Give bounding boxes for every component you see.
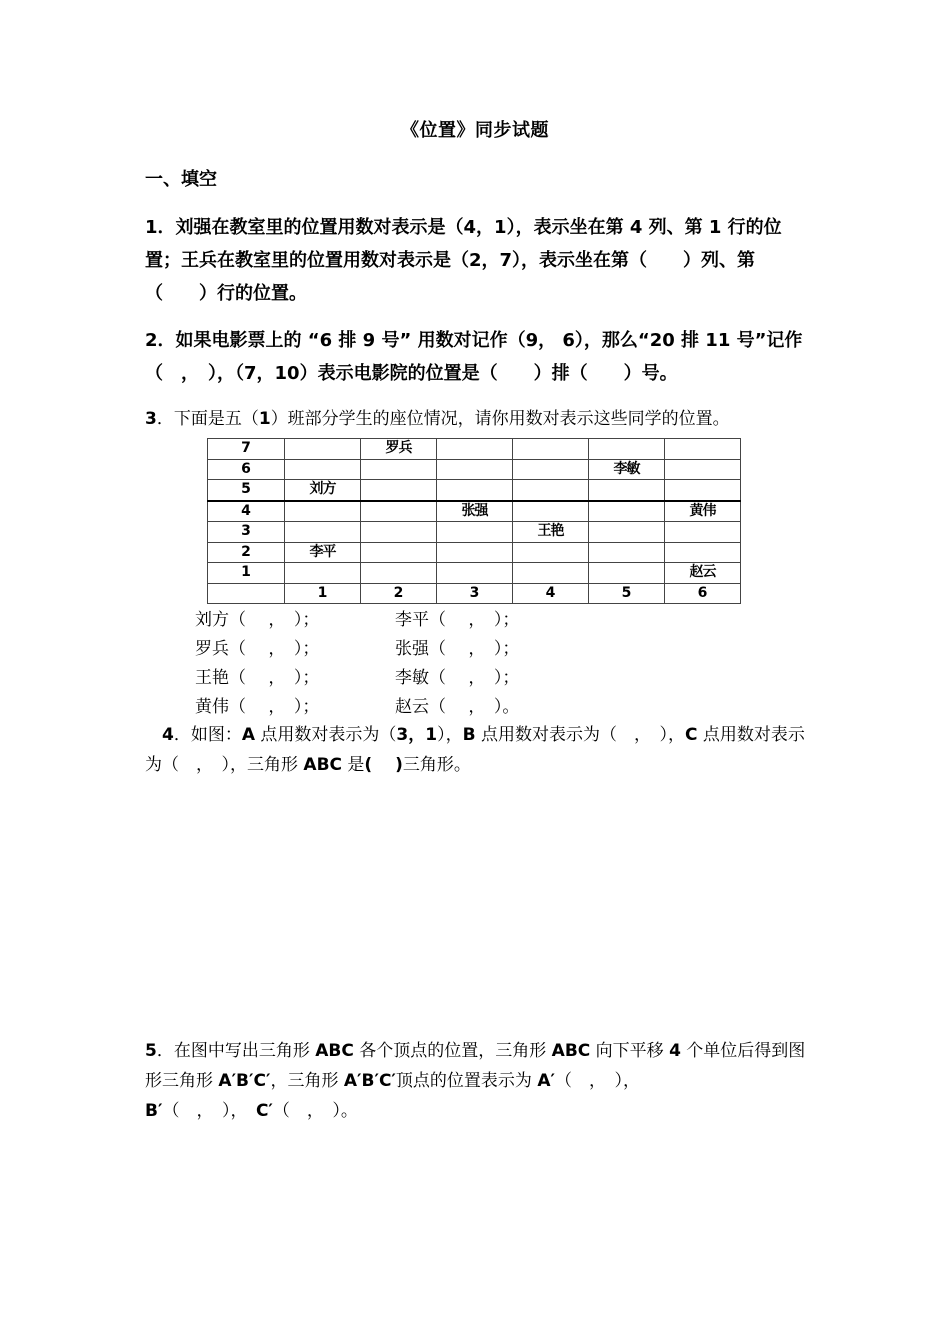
answer-item: 赵云（ ， ）。 <box>395 697 520 717</box>
grid-cell <box>513 501 589 522</box>
grid-cell <box>513 480 589 501</box>
question-5-number: 5 <box>145 1041 157 1061</box>
question-5-text: 顶点的位置表示为 <box>395 1071 538 1091</box>
grid-row-label: 7 <box>208 439 285 460</box>
question-3-class: 1 <box>258 409 271 429</box>
question-5-text: （ ， ）， <box>554 1071 640 1091</box>
triangle-prime-label: A′B′C′ <box>218 1071 271 1091</box>
triangle-label: ABC <box>551 1041 591 1061</box>
point-a-label: A <box>241 725 256 745</box>
question-2: 2．如果电影票上的 “6 排 9 号” 用数对记作（9， 6），那么“20 排 11 号”记作（ ， ），（7，10）表示电影院的位置是（ ）排（ ）号。 <box>145 330 803 384</box>
grid-column-labels <box>208 583 741 604</box>
question-3-text-a: ．下面是五（ <box>156 409 259 429</box>
grid-cell <box>437 563 513 584</box>
question-4 <box>145 720 810 780</box>
grid-row <box>208 439 741 460</box>
grid-cell <box>285 563 361 584</box>
grid-cell <box>437 439 513 460</box>
question-5-text: 各个顶点的位置，三角形 <box>353 1041 552 1061</box>
grid-cell-name: 赵云 <box>665 563 741 584</box>
point-a-coord: 3，1 <box>396 725 438 745</box>
question-5-text: （ ， ）。 <box>272 1101 358 1121</box>
grid-cell <box>513 542 589 563</box>
question-5-text: （ ， ）， <box>162 1101 256 1121</box>
question-5-text: ．在图中写出三角形 <box>156 1041 316 1061</box>
grid-cell <box>589 480 665 501</box>
grid-cell <box>437 542 513 563</box>
grid-cell <box>665 439 741 460</box>
grid-cell-name: 李平 <box>285 542 361 563</box>
answer-item: 李平（ ， ）； <box>395 610 520 630</box>
grid-row <box>208 542 741 563</box>
answer-item: 黄伟（ ， ）； <box>195 697 320 717</box>
grid-row <box>208 522 741 543</box>
point-a-prime-label: A′ <box>537 1071 555 1091</box>
question-5-text: ，三角形 <box>270 1071 344 1091</box>
grid-cell <box>361 480 437 501</box>
grid-cell <box>361 563 437 584</box>
grid-row <box>208 563 741 584</box>
point-c-label: C <box>684 725 698 745</box>
grid-row-label: 2 <box>208 542 285 563</box>
grid-column-label: 5 <box>589 583 665 604</box>
triangle-label: ABC <box>315 1041 354 1061</box>
grid-cell-name: 刘方 <box>285 480 361 501</box>
point-b-prime-label: B′ <box>145 1101 163 1121</box>
grid-row-label: 4 <box>208 501 285 522</box>
question-4-text: ．如图： <box>173 725 242 745</box>
grid-cell <box>589 522 665 543</box>
grid-column-label: 2 <box>361 583 437 604</box>
grid-row-label: 3 <box>208 522 285 543</box>
grid-row <box>208 480 741 501</box>
triangle-prime-label: A′B′C′ <box>343 1071 396 1091</box>
answer-item: 张强（ ， ）； <box>395 639 520 659</box>
question-1: 1．刘强在教室里的位置用数对表示是（4，1），表示坐在第 4 列、第 1 行的位置；王兵在教室里的位置用数对表示是（2，7），表示坐在第（ ）列、第（ ）行的位置。 <box>145 217 782 304</box>
grid-cell <box>513 563 589 584</box>
grid-row-label: 1 <box>208 563 285 584</box>
question-4-text: 点用数对表示为（ <box>255 725 397 745</box>
answer-item: 王艳（ ， ）； <box>195 668 320 688</box>
grid-column-label: 1 <box>285 583 361 604</box>
point-c-prime-label: C′ <box>255 1101 273 1121</box>
grid-row <box>208 501 741 522</box>
grid-cell-name: 黄伟 <box>665 501 741 522</box>
seating-grid <box>207 438 741 604</box>
answer-lines <box>195 606 519 722</box>
grid-cell <box>665 522 741 543</box>
grid-cell-name: 李敏 <box>589 459 665 480</box>
question-3-number: 3 <box>145 409 157 429</box>
grid-cell <box>285 459 361 480</box>
grid-row <box>208 459 741 480</box>
answer-row <box>195 606 519 635</box>
grid-cell <box>665 459 741 480</box>
grid-cell-name: 罗兵 <box>361 439 437 460</box>
grid-cell <box>665 480 741 501</box>
grid-cell-name: 王艳 <box>513 522 589 543</box>
question-4-text: 点用数对表示为（ ， ）， <box>475 725 685 745</box>
question-5-text: 个单位后得到图形三角形 <box>145 1041 806 1091</box>
question-3 <box>145 404 810 434</box>
grid-cell <box>589 563 665 584</box>
grid-cell <box>285 522 361 543</box>
question-3-text-b: ）班部分学生的座位情况，请你用数对表示这些同学的位置。 <box>270 409 730 429</box>
grid-cell <box>513 439 589 460</box>
grid-cell <box>437 522 513 543</box>
grid-column-label: 6 <box>665 583 741 604</box>
answer-item: 李敏（ ， ）； <box>395 668 520 688</box>
question-5 <box>145 1036 810 1126</box>
grid-column-label: 3 <box>437 583 513 604</box>
grid-cell <box>361 522 437 543</box>
shift-amount: 4 <box>669 1041 681 1061</box>
grid-column-label: 4 <box>513 583 589 604</box>
answer-item: 罗兵（ ， ）； <box>195 639 320 659</box>
grid-cell <box>361 501 437 522</box>
grid-cell <box>513 459 589 480</box>
answer-row <box>195 635 519 664</box>
grid-cell <box>361 542 437 563</box>
grid-cell <box>437 459 513 480</box>
grid-cell-name: 张强 <box>437 501 513 522</box>
seating-grid-body <box>208 439 741 604</box>
grid-cell <box>437 480 513 501</box>
question-4-number: 4 <box>162 725 174 745</box>
question-4-text: ）， <box>437 725 463 745</box>
grid-row-label: 6 <box>208 459 285 480</box>
answer-blank: ( ) <box>364 755 403 775</box>
section-heading: 一、填空 <box>145 169 217 190</box>
page-title: 《位置》同步试题 <box>401 120 549 141</box>
grid-cell <box>665 542 741 563</box>
answer-item: 刘方（ ， ）； <box>195 610 320 630</box>
answer-row <box>195 693 519 722</box>
grid-row-label: 5 <box>208 480 285 501</box>
grid-cell <box>285 501 361 522</box>
grid-cell <box>589 501 665 522</box>
grid-cell <box>285 439 361 460</box>
grid-corner-cell <box>208 583 285 604</box>
triangle-label: ABC <box>303 755 342 775</box>
answer-row <box>195 664 519 693</box>
question-4-text: 三角形。 <box>402 755 471 775</box>
question-5-text: 向下平移 <box>590 1041 670 1061</box>
point-b-label: B <box>462 725 476 745</box>
question-4-text: 点用数对表示为（ ， ），三角形 <box>145 725 805 775</box>
grid-cell <box>589 542 665 563</box>
grid-cell <box>589 439 665 460</box>
question-4-text: 是 <box>342 755 365 775</box>
grid-cell <box>361 459 437 480</box>
